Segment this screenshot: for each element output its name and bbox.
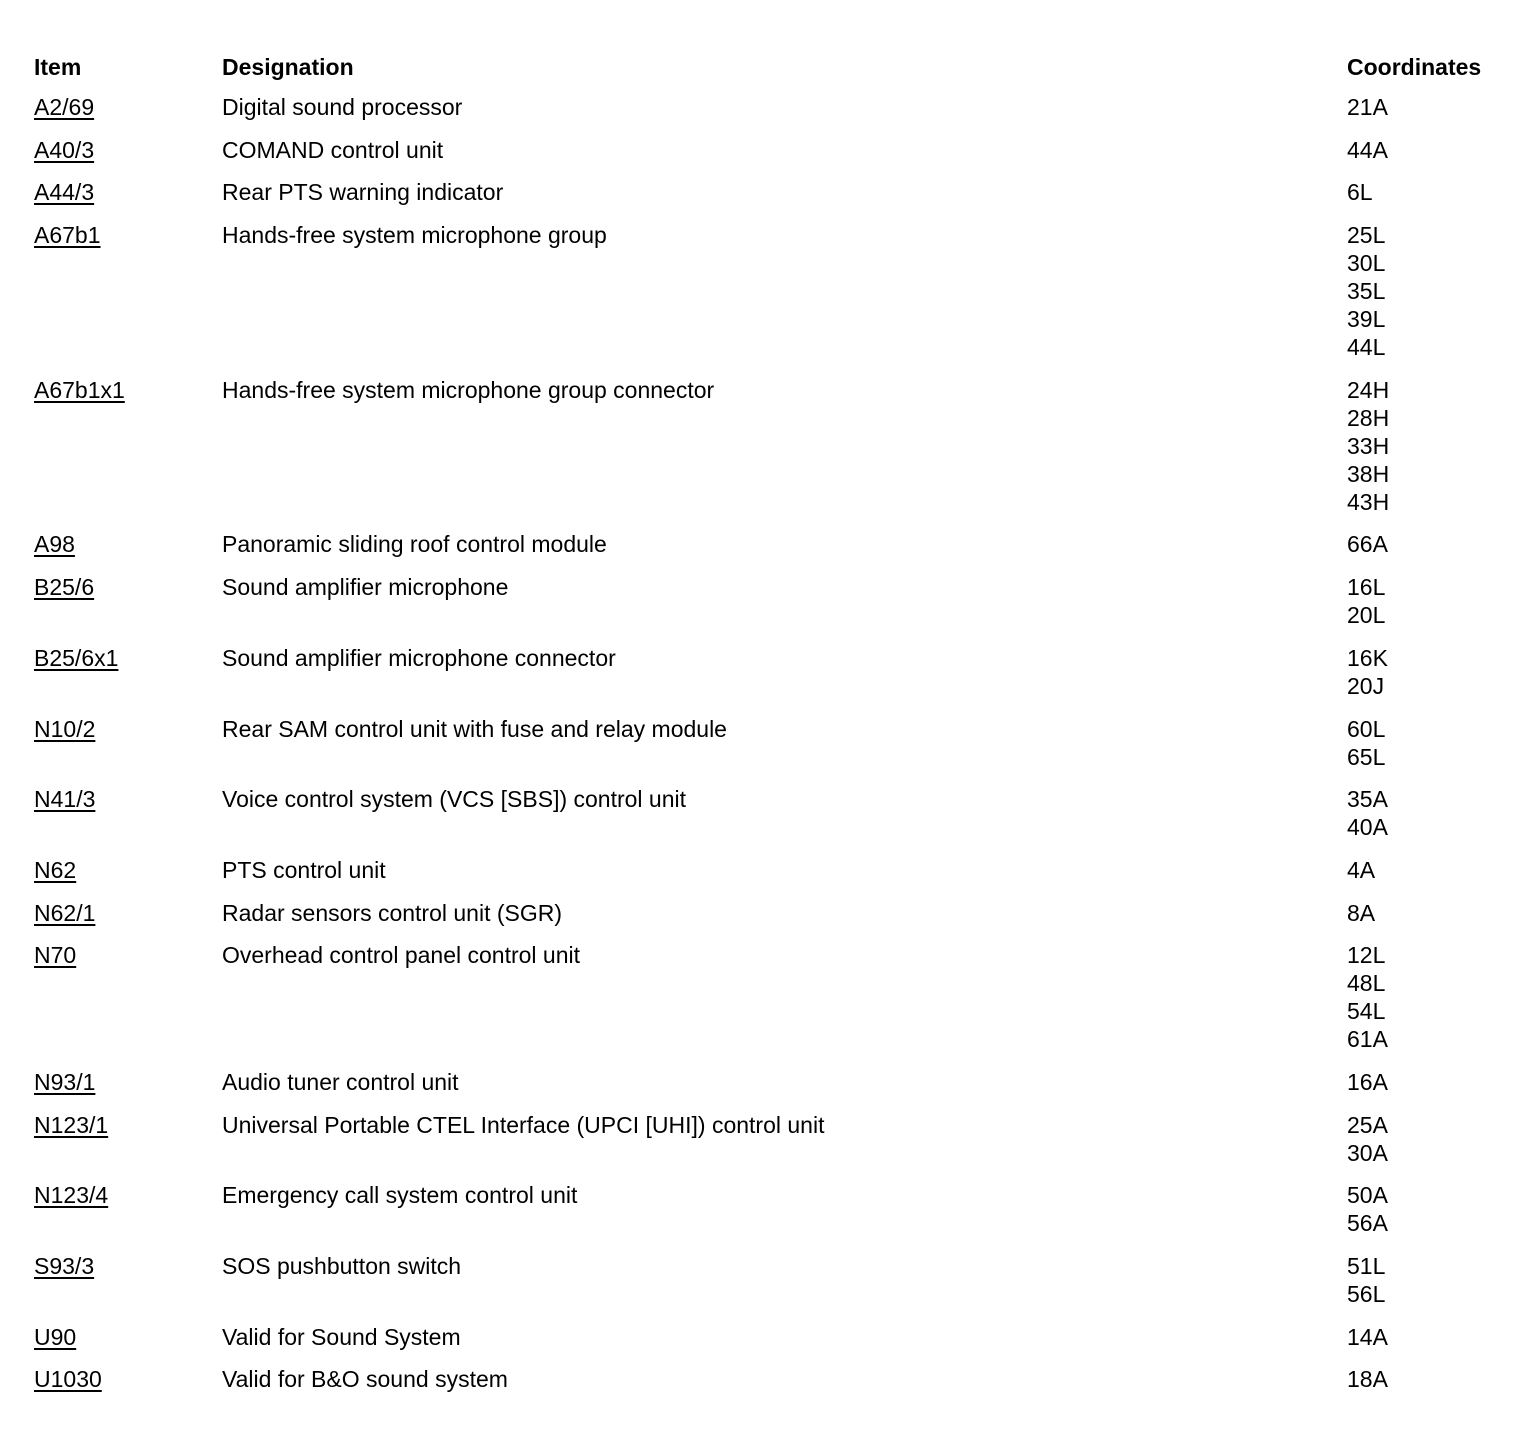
item-link[interactable]: U1030 bbox=[34, 1366, 102, 1393]
coordinate-value: 20J bbox=[1347, 672, 1385, 699]
table-row bbox=[0, 899, 1520, 942]
coordinate-value: 44A bbox=[1347, 136, 1388, 163]
coordinate-value: 20L bbox=[1347, 602, 1386, 629]
item-link[interactable]: U90 bbox=[34, 1323, 77, 1350]
coordinates-list bbox=[1347, 1252, 1520, 1308]
header-item: Item bbox=[34, 54, 82, 80]
coordinate-value: 39L bbox=[1347, 306, 1386, 333]
designation-text: Valid for B&O sound system bbox=[222, 1366, 508, 1393]
table-row bbox=[0, 1111, 1520, 1182]
table-row bbox=[0, 1252, 1520, 1323]
coordinate-value: 14A bbox=[1347, 1323, 1388, 1350]
item-link[interactable]: N123/1 bbox=[34, 1111, 109, 1138]
coordinate-value: 25L bbox=[1347, 222, 1386, 249]
item-link[interactable]: A98 bbox=[34, 531, 75, 558]
designation-text: Audio tuner control unit bbox=[222, 1068, 459, 1095]
table-body bbox=[0, 93, 1520, 1408]
designation-text: Panoramic sliding roof control module bbox=[222, 531, 607, 558]
coordinate-value: 33H bbox=[1347, 432, 1390, 459]
item-link[interactable]: N123/4 bbox=[34, 1182, 109, 1209]
table-row bbox=[0, 573, 1520, 644]
coordinates-list bbox=[1347, 785, 1520, 841]
item-link[interactable]: A2/69 bbox=[34, 94, 95, 120]
designation-text: Valid for Sound System bbox=[222, 1323, 461, 1350]
coordinate-value: 6L bbox=[1347, 179, 1373, 206]
coordinates-list bbox=[1347, 1068, 1520, 1096]
coordinates-list bbox=[1347, 530, 1520, 558]
item-link[interactable]: B25/6x1 bbox=[34, 644, 119, 671]
item-link[interactable]: A44/3 bbox=[34, 179, 95, 206]
coordinates-list bbox=[1347, 178, 1520, 206]
coordinate-value: 35L bbox=[1347, 278, 1386, 305]
coordinate-value: 8A bbox=[1347, 899, 1376, 926]
coordinate-value: 35A bbox=[1347, 786, 1388, 813]
coordinate-value: 38H bbox=[1347, 460, 1390, 487]
item-link[interactable]: N70 bbox=[34, 942, 77, 969]
designation-text: Radar sensors control unit (SGR) bbox=[222, 899, 563, 926]
coordinate-value: 56L bbox=[1347, 1281, 1386, 1307]
table-row bbox=[0, 785, 1520, 856]
table-row bbox=[0, 715, 1520, 786]
coordinate-value: 30L bbox=[1347, 250, 1386, 277]
header-coordinates: Coordinates bbox=[1347, 54, 1482, 80]
coordinate-value: 50A bbox=[1347, 1182, 1388, 1209]
coordinate-value: 16K bbox=[1347, 644, 1388, 671]
coordinates-list bbox=[1347, 1111, 1520, 1167]
table-row bbox=[0, 1181, 1520, 1252]
table-row bbox=[0, 178, 1520, 221]
coordinate-value: 43H bbox=[1347, 488, 1390, 515]
coordinate-value: 60L bbox=[1347, 715, 1386, 742]
designation-text: Hands-free system microphone group connector bbox=[222, 376, 715, 403]
table-row bbox=[0, 376, 1520, 531]
coordinates-list bbox=[1347, 644, 1520, 700]
coordinate-value: 16L bbox=[1347, 574, 1386, 601]
coordinates-list bbox=[1347, 376, 1520, 516]
designation-text: SOS pushbutton switch bbox=[222, 1253, 462, 1279]
coordinate-value: 25A bbox=[1347, 1111, 1388, 1138]
header-designation: Designation bbox=[222, 54, 354, 80]
table-row bbox=[0, 644, 1520, 715]
table-row bbox=[0, 941, 1520, 1068]
coordinate-value: 65L bbox=[1347, 743, 1386, 770]
coordinate-value: 54L bbox=[1347, 998, 1386, 1025]
designation-text: Rear PTS warning indicator bbox=[222, 179, 504, 206]
item-link[interactable]: S93/3 bbox=[34, 1253, 95, 1279]
item-link[interactable]: A67b1 bbox=[34, 222, 101, 249]
item-link[interactable]: B25/6 bbox=[34, 574, 95, 601]
designation-text: Sound amplifier microphone bbox=[222, 574, 509, 601]
coordinate-value: 30A bbox=[1347, 1139, 1388, 1166]
table-row bbox=[0, 530, 1520, 573]
coordinates-list bbox=[1347, 221, 1520, 361]
table-row bbox=[0, 1365, 1520, 1408]
item-link[interactable]: A67b1x1 bbox=[34, 376, 125, 403]
coordinate-value: 48L bbox=[1347, 970, 1386, 997]
designation-text: Universal Portable CTEL Interface (UPCI [UHI]) control unit bbox=[222, 1111, 825, 1138]
designation-text: Rear SAM control unit with fuse and relay module bbox=[222, 715, 727, 742]
item-link[interactable]: N62 bbox=[34, 856, 77, 883]
coordinates-list bbox=[1347, 1323, 1520, 1351]
designation-text: Sound amplifier microphone connector bbox=[222, 644, 616, 671]
item-link[interactable]: N93/1 bbox=[34, 1068, 96, 1095]
item-link[interactable]: A40/3 bbox=[34, 136, 95, 163]
coordinates-list bbox=[1347, 941, 1520, 1053]
coordinate-value: 61A bbox=[1347, 1026, 1388, 1053]
coordinate-value: 66A bbox=[1347, 531, 1388, 558]
coordinates-list bbox=[1347, 715, 1520, 771]
designation-text: Emergency call system control unit bbox=[222, 1182, 578, 1209]
designation-text: PTS control unit bbox=[222, 856, 386, 883]
coordinates-list bbox=[1347, 899, 1520, 927]
coordinate-value: 56A bbox=[1347, 1210, 1388, 1237]
coordinates-list bbox=[1347, 856, 1520, 884]
table-row bbox=[0, 136, 1520, 179]
designation-text: COMAND control unit bbox=[222, 136, 444, 163]
coordinate-value: 4A bbox=[1347, 856, 1376, 883]
table-header bbox=[0, 50, 1520, 84]
coordinate-value: 16A bbox=[1347, 1068, 1388, 1095]
designation-text: Voice control system (VCS [SBS]) control unit bbox=[222, 786, 687, 813]
coordinates-list bbox=[1347, 93, 1520, 121]
table-row bbox=[0, 1068, 1520, 1111]
coordinate-value: 40A bbox=[1347, 814, 1388, 841]
table-row bbox=[0, 856, 1520, 899]
table-row bbox=[0, 221, 1520, 376]
designation-text: Overhead control panel control unit bbox=[222, 942, 580, 969]
coordinate-value: 44L bbox=[1347, 334, 1386, 361]
coordinates-list bbox=[1347, 1181, 1520, 1237]
item-link[interactable]: N41/3 bbox=[34, 786, 96, 813]
table-row bbox=[0, 93, 1520, 136]
coordinate-value: 18A bbox=[1347, 1366, 1388, 1393]
item-link[interactable]: N62/1 bbox=[34, 899, 96, 926]
coordinates-list bbox=[1347, 1365, 1520, 1393]
coordinates-list bbox=[1347, 136, 1520, 164]
designation-text: Digital sound processor bbox=[222, 94, 463, 120]
coordinates-list bbox=[1347, 573, 1520, 629]
coordinate-value: 51L bbox=[1347, 1253, 1386, 1279]
designation-text: Hands-free system microphone group bbox=[222, 222, 607, 249]
coordinate-value: 28H bbox=[1347, 404, 1390, 431]
table-row bbox=[0, 1323, 1520, 1366]
coordinate-value: 21A bbox=[1347, 94, 1388, 120]
coordinate-value: 24H bbox=[1347, 376, 1390, 403]
coordinate-value: 12L bbox=[1347, 942, 1386, 969]
item-link[interactable]: N10/2 bbox=[34, 715, 96, 742]
